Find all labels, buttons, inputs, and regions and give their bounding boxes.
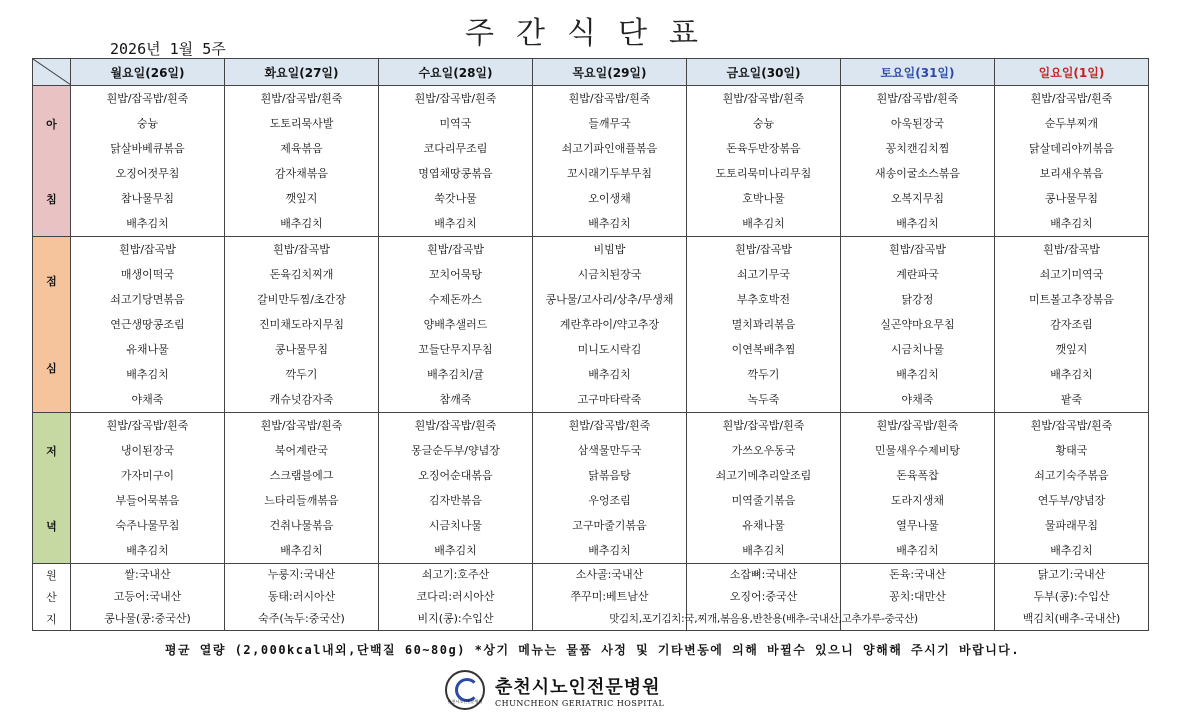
corner-cell: [33, 59, 71, 86]
lunch-menu-cell: [687, 237, 841, 413]
menu-item: 쇠고기당면볶음: [110, 293, 185, 306]
menu-item: 배추김치: [742, 217, 785, 230]
menu-item: 오이생채: [588, 192, 631, 205]
breakfast-menu-cell: [995, 86, 1149, 237]
origin-item: 콩나물(콩:중국산): [104, 612, 191, 625]
origin-item: 동태:러시아산: [267, 590, 336, 603]
menu-item: 닭강정: [901, 293, 934, 306]
menu-item: 스크램블에그: [269, 469, 334, 482]
menu-item: 북어계란국: [274, 444, 329, 457]
menu-item: 흰밥/잡곡밥/흰죽: [414, 419, 497, 432]
menu-item: 쇠고기파인애플볶음: [561, 142, 658, 155]
menu-item: 배추김치: [896, 217, 939, 230]
menu-item: 코다리무조림: [423, 142, 488, 155]
menu-item: 흰밥/잡곡밥/흰죽: [1030, 419, 1113, 432]
menu-item: 쇠고기무국: [736, 268, 791, 281]
menu-item: 야채죽: [901, 393, 934, 406]
menu-item: 흰밥/잡곡밥/흰죽: [876, 92, 959, 105]
origin-item: 비지(콩):수입산: [417, 612, 494, 625]
menu-item: 흰밥/잡곡밥/흰죽: [106, 92, 189, 105]
menu-item: 흰밥/잡곡밥/흰죽: [106, 419, 189, 432]
menu-item: 꼬치어묵탕: [428, 268, 483, 281]
menu-item: 연두부/양념장: [1037, 494, 1106, 507]
menu-item: 가자미구이: [120, 469, 175, 482]
menu-item: 실곤약마요무침: [880, 318, 955, 331]
menu-item: 명엽채땅콩볶음: [418, 167, 493, 180]
menu-item: 닭살바베큐볶음: [110, 142, 185, 155]
menu-item: 고구마타락죽: [577, 393, 642, 406]
menu-item: 콩나물/고사리/상추/무생채: [545, 293, 674, 306]
origin-cell: [379, 564, 533, 631]
origin-item: 소사골:국내산: [575, 568, 644, 581]
menu-item: 배추김치: [434, 544, 477, 557]
menu-item: 김자반볶음: [428, 494, 483, 507]
origin-item: 누룽지:국내산: [267, 568, 336, 581]
menu-item: 오복지무침: [890, 192, 945, 205]
diagonal-line: [33, 59, 71, 85]
menu-item: 진미채도라지무침: [258, 318, 344, 331]
menu-item: 계란후라이/약고추장: [559, 318, 660, 331]
menu-item: 배추김치: [126, 544, 169, 557]
menu-item: 우엉조림: [588, 494, 631, 507]
menu-item: 순두부찌개: [1044, 117, 1099, 130]
origin-item: 쇠고기:호주산: [421, 568, 490, 581]
menu-item: 야채죽: [131, 393, 164, 406]
menu-item: 쇠고기미역국: [1039, 268, 1104, 281]
menu-item: 배추김치: [896, 368, 939, 381]
menu-item: 물파래무침: [1044, 519, 1099, 532]
menu-item: 냉이된장국: [120, 444, 175, 457]
menu-item: 호박나물: [742, 192, 785, 205]
day-header: 금요일(30일): [687, 59, 841, 86]
menu-item: 깍두기: [285, 368, 318, 381]
menu-item: 미역국: [439, 117, 472, 130]
menu-item: 숭늉: [136, 117, 159, 130]
menu-item: 민물새우수제비탕: [874, 444, 960, 457]
origin-label: [33, 564, 71, 631]
day-header-sunday: 일요일(1일): [995, 59, 1149, 86]
dinner-row: [33, 413, 1149, 564]
row-label-char: 원: [46, 569, 57, 582]
lunch-menu-cell: [533, 237, 687, 413]
menu-item: 돈육두반장볶음: [726, 142, 801, 155]
menu-item: 오징어젓무침: [115, 167, 180, 180]
menu-item: 흰밥/잡곡밥/흰죽: [722, 419, 805, 432]
menu-item: 감자채볶음: [274, 167, 329, 180]
menu-item: 부추호박전: [736, 293, 791, 306]
origin-item: 소잡뼈:국내산: [729, 568, 798, 581]
menu-item: 배추김치: [434, 217, 477, 230]
menu-item: 유채나물: [126, 343, 169, 356]
origin-item: 돈육:국내산: [889, 568, 946, 581]
menu-item: 캐슈넛감자죽: [269, 393, 334, 406]
dinner-menu-cell: [533, 413, 687, 564]
menu-item: 시금치된장국: [577, 268, 642, 281]
row-label-char: 심: [46, 362, 57, 376]
menu-item: 시금치나물: [428, 519, 483, 532]
day-header: 화요일(27일): [225, 59, 379, 86]
menu-item: 흰밥/잡곡밥: [735, 243, 792, 256]
lunch-menu-cell: [841, 237, 995, 413]
origin-item: 코다리:러시아산: [416, 590, 495, 603]
origin-cell: [995, 564, 1149, 631]
header-row: [33, 59, 1149, 86]
menu-item: 연근생땅콩조림: [110, 318, 185, 331]
menu-item: 콩나물무침: [1044, 192, 1099, 205]
menu-item: 열무나물: [896, 519, 939, 532]
day-header: 수요일(28일): [379, 59, 533, 86]
origin-item: 오징어:중국산: [729, 590, 798, 603]
origin-item: 쌀:국내산: [124, 568, 171, 581]
dinner-menu-cell: [687, 413, 841, 564]
hospital-footer: [445, 670, 664, 710]
origin-item: 쭈꾸미:베트남산: [570, 590, 649, 603]
origin-cell: [225, 564, 379, 631]
menu-table: [32, 58, 1149, 631]
dinner-menu-cell: [995, 413, 1149, 564]
menu-item: 고구마줄기볶음: [572, 519, 647, 532]
menu-item: 부들어묵볶음: [115, 494, 180, 507]
breakfast-label: [33, 86, 71, 237]
menu-item: 흰밥/잡곡밥: [1043, 243, 1100, 256]
menu-item: 배추김치: [588, 544, 631, 557]
menu-item: 닭살데리야끼볶음: [1028, 142, 1114, 155]
menu-item: 꼬시래기두부무침: [566, 167, 652, 180]
menu-item: 오징어순대볶음: [418, 469, 493, 482]
menu-item: 흰밥/잡곡밥/흰죽: [1030, 92, 1113, 105]
menu-item: 흰밥/잡곡밥: [427, 243, 484, 256]
menu-item: 흰밥/잡곡밥: [889, 243, 946, 256]
row-label-char: 지: [46, 613, 57, 626]
lunch-menu-cell: [379, 237, 533, 413]
logo-text: 춘천시노인전문병원: [447, 699, 483, 704]
lunch-row: [33, 237, 1149, 413]
day-header: 목요일(29일): [533, 59, 687, 86]
menu-item: 도토리묵미나리무침: [715, 167, 812, 180]
menu-item: 도토리묵사발: [269, 117, 334, 130]
dinner-menu-cell: [379, 413, 533, 564]
row-label-char: 산: [46, 591, 57, 604]
menu-item: 참나물무침: [120, 192, 175, 205]
row-label-char: 점: [46, 274, 57, 288]
dinner-menu-cell: [225, 413, 379, 564]
menu-item: 흰밥/잡곡밥/흰죽: [722, 92, 805, 105]
menu-item: 미트볼고추장볶음: [1028, 293, 1114, 306]
menu-item: 가쓰오우동국: [731, 444, 796, 457]
menu-item: 몽글순두부/양념장: [411, 444, 500, 457]
calorie-note: 평균 열량 (2,000kcal내외,단백질 60~80g) *상기 메뉴는 물품 사정 및 기타변동에 의해 바뀔수 있으니 양해해 주시기 바랍니다.: [164, 643, 1021, 657]
row-label-char: 침: [46, 192, 57, 206]
lunch-menu-cell: [225, 237, 379, 413]
menu-item: 수제돈까스: [428, 293, 483, 306]
row-label-char: 저: [46, 444, 57, 458]
lunch-menu-cell: [995, 237, 1149, 413]
menu-item: 제육볶음: [280, 142, 323, 155]
page-title: 주간식단표: [465, 16, 720, 51]
menu-item: 황태국: [1055, 444, 1088, 457]
origin-item: 닭고기:국내산: [1037, 568, 1106, 581]
row-label-char: 녁: [46, 519, 57, 533]
menu-item: 흰밥/잡곡밥/흰죽: [568, 92, 651, 105]
menu-item: 쇠고기숙주볶음: [1034, 469, 1109, 482]
lunch-label: [33, 237, 71, 413]
menu-item: 시금치나물: [890, 343, 945, 356]
menu-item: 배추김치/귤: [427, 368, 484, 381]
menu-item: 숙주나물무침: [115, 519, 180, 532]
hospital-logo-icon: [445, 670, 485, 710]
menu-item: 배추김치: [126, 217, 169, 230]
menu-item: 양배추샐러드: [423, 318, 488, 331]
menu-item: 삼색물만두국: [577, 444, 642, 457]
menu-item: 멸치꽈리볶음: [731, 318, 796, 331]
origin-item: 백김치(배추-국내산): [1022, 612, 1121, 625]
menu-item: 배추김치: [588, 368, 631, 381]
dinner-menu-cell: [71, 413, 225, 564]
menu-item: 배추김치: [1050, 544, 1093, 557]
menu-item: 흰밥/잡곡밥/흰죽: [414, 92, 497, 105]
origin-kimchi-note: 맛김치,포기김치:국,찌개,볶음용,반찬용(배추-국내산,고추가루-중국산): [609, 613, 918, 625]
row-label-char: 아: [46, 117, 57, 131]
breakfast-menu-cell: [687, 86, 841, 237]
menu-item: 콩나물무침: [274, 343, 329, 356]
menu-item: 닭볶음탕: [588, 469, 631, 482]
menu-item: 배추김치: [1050, 217, 1093, 230]
hospital-name: 춘천시노인전문병원: [495, 676, 661, 698]
menu-item: 흰밥/잡곡밥/흰죽: [260, 92, 343, 105]
menu-item: 팥죽: [1060, 393, 1083, 406]
breakfast-menu-cell: [841, 86, 995, 237]
menu-item: 흰밥/잡곡밥/흰죽: [568, 419, 651, 432]
menu-item: 새송이굴소스볶음: [874, 167, 960, 180]
menu-item: 배추김치: [588, 217, 631, 230]
menu-item: 도라지생채: [890, 494, 945, 507]
menu-item: 배추김치: [1050, 368, 1093, 381]
menu-item: 매생이떡국: [120, 268, 175, 281]
menu-item: 미니도시락김: [577, 343, 642, 356]
menu-item: 보리새우볶음: [1039, 167, 1104, 180]
lunch-menu-cell: [71, 237, 225, 413]
menu-item: 배추김치: [280, 217, 323, 230]
menu-item: 숭늉: [752, 117, 775, 130]
menu-item: 느타리들깨볶음: [264, 494, 339, 507]
menu-item: 흰밥/잡곡밥: [119, 243, 176, 256]
menu-item: 미역줄기볶음: [731, 494, 796, 507]
week-label: 2026년 1월 5주: [110, 40, 226, 58]
menu-item: 깍두기: [747, 368, 780, 381]
menu-item: 배추김치: [126, 368, 169, 381]
menu-item: 계란파국: [896, 268, 939, 281]
menu-item: 꽁치캔김치찜: [885, 142, 950, 155]
menu-item: 이연복배추찜: [731, 343, 796, 356]
menu-item: 아욱된장국: [890, 117, 945, 130]
origin-item: 숙주(녹두:중국산): [258, 612, 345, 625]
menu-item: 흰밥/잡곡밥: [273, 243, 330, 256]
menu-item: 쇠고기메추리알조림: [715, 469, 812, 482]
menu-item: 흰밥/잡곡밥/흰죽: [260, 419, 343, 432]
menu-item: 녹두죽: [747, 393, 780, 406]
menu-item: 돈육김치찌개: [269, 268, 334, 281]
breakfast-row: [33, 86, 1149, 237]
menu-item: 참깨죽: [439, 393, 472, 406]
menu-item: 꼬들단무지무침: [418, 343, 493, 356]
origin-item: 고등어:국내산: [113, 590, 182, 603]
origin-cell: [71, 564, 225, 631]
dinner-label: [33, 413, 71, 564]
menu-item: 비빔밥: [593, 243, 626, 256]
day-header: 월요일(26일): [71, 59, 225, 86]
menu-item: 배추김치: [896, 544, 939, 557]
menu-item: 깻잎지: [1055, 343, 1088, 356]
breakfast-menu-cell: [71, 86, 225, 237]
breakfast-menu-cell: [225, 86, 379, 237]
menu-item: 유채나물: [742, 519, 785, 532]
dinner-menu-cell: [841, 413, 995, 564]
menu-item: 건취나물볶음: [269, 519, 334, 532]
breakfast-menu-cell: [533, 86, 687, 237]
menu-item: 깻잎지: [285, 192, 318, 205]
menu-item: 배추김치: [742, 544, 785, 557]
hospital-name-en: CHUNCHEON GERIATRIC HOSPITAL: [495, 698, 665, 708]
menu-item: 들깨무국: [588, 117, 631, 130]
breakfast-menu-cell: [379, 86, 533, 237]
menu-item: 돈육폭찹: [896, 469, 939, 482]
origin-item: 두부(콩):수입산: [1033, 590, 1110, 603]
menu-item: 배추김치: [280, 544, 323, 557]
menu-item: 감자조림: [1050, 318, 1093, 331]
menu-item: 쑥갓나물: [434, 192, 477, 205]
menu-item: 갈비만두찜/초간장: [257, 293, 346, 306]
origin-item: 꽁치:대만산: [889, 590, 946, 603]
menu-item: 흰밥/잡곡밥/흰죽: [876, 419, 959, 432]
day-header-saturday: 토요일(31일): [841, 59, 995, 86]
